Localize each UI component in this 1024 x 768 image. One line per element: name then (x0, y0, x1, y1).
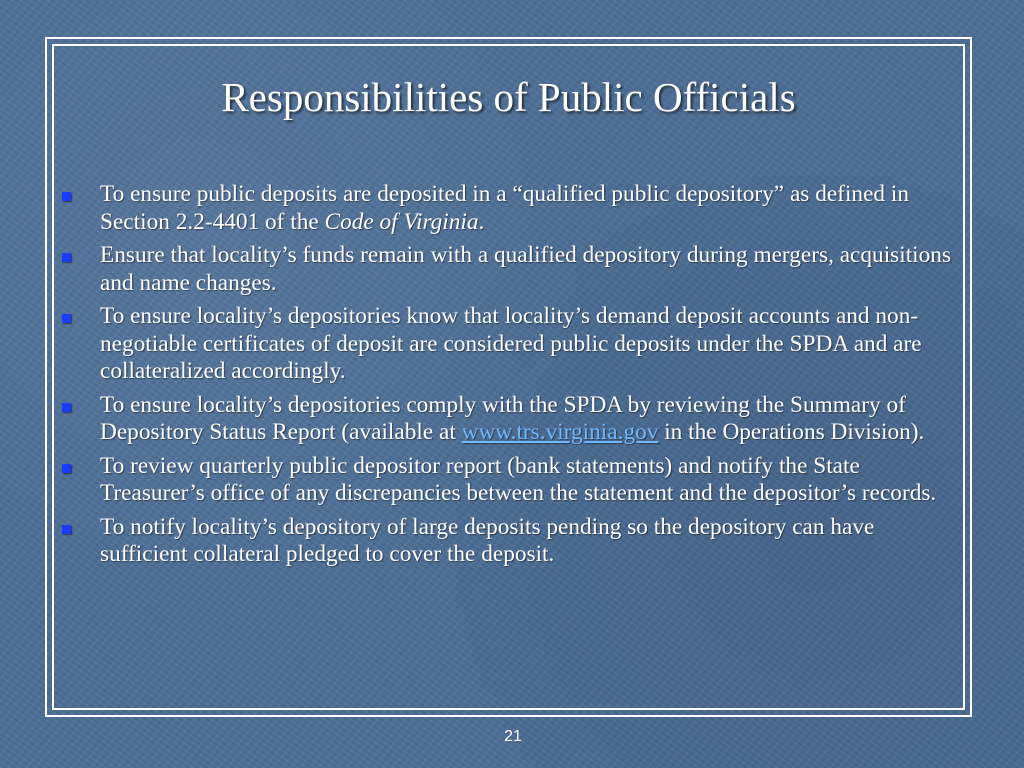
bullet-item-depositories-comply (62, 392, 967, 447)
square-bullet-icon (62, 192, 71, 201)
square-bullet-icon (62, 403, 71, 412)
slide-title: Responsibilities of Public Officials (221, 74, 796, 120)
bullet-text: To ensure public deposits are deposited in a “qualified public depository” as defined in Section 2.2-4401 of the (100, 181, 909, 235)
square-bullet-icon (62, 464, 71, 473)
bullet-item-mergers (62, 242, 967, 297)
bullet-item-depositories-know (62, 303, 967, 386)
square-bullet-icon (62, 253, 71, 262)
bullet-text: To notify locality’s depository of large deposits pending so the depository can have sufficient collateral pledged to cover the deposit. (100, 513, 875, 567)
square-bullet-icon (62, 525, 71, 534)
square-bullet-icon (62, 314, 71, 323)
page-number: 21 (504, 728, 522, 745)
bullet-item-large-deposits (62, 514, 967, 569)
bullet-text-end: in the Operations Division). (658, 419, 925, 445)
bullet-text: To review quarterly public depositor report (bank statements) and notify the State Treasurer’s office of any discrepancies between the statement and the depositor’s records. (100, 452, 937, 506)
code-of-virginia-text: Code of Virginia (324, 208, 479, 235)
bullet-text-end: . (478, 208, 485, 235)
trs-website-link[interactable]: www.trs.virginia.gov (461, 419, 659, 445)
bullet-text: To ensure locality’s depositories comply with the SPDA by reviewing the Summary of Depository Status Report (available at (100, 391, 906, 445)
bullet-list (62, 181, 967, 575)
bullet-item-qualified-depository (62, 181, 967, 236)
bullet-text: Ensure that locality’s funds remain with a qualified depository during mergers, acquisitions and name changes. (100, 242, 952, 296)
bullet-item-quarterly-review (62, 453, 967, 508)
bullet-text: To ensure locality’s depositories know that locality’s demand deposit accounts and non-negotiable certificates of deposit are considered public deposits under the SPDA and are collateralized accordingly. (100, 303, 922, 384)
